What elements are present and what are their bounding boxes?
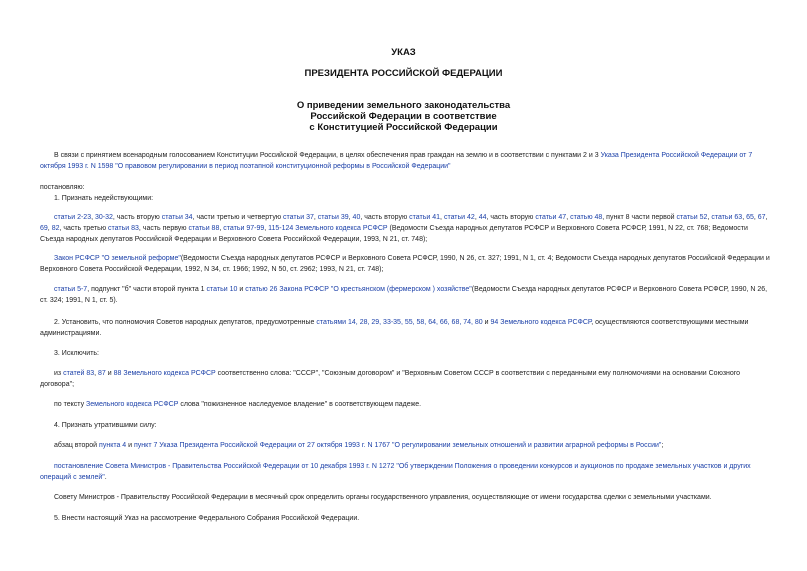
article-link[interactable]: статьи 42 xyxy=(443,214,475,221)
section-5-paragraph: 5. Внести настоящий Указ на рассмотрение Федерального Собрания Российской Федерации. xyxy=(54,515,360,522)
section-4-item-decree: абзац второй пункта 4 и пункт 7 Указа Президента Российской Федерации от 27 октября 1993 г. N 1767 "О регулировании земельных отношений и развитии аграрной реформы в России"; xyxy=(54,442,664,449)
subject-line-3: с Конституцией Российской Федерации xyxy=(309,122,498,133)
section-3-item-text: по тексту Земельного кодекса РСФСР слова "пожизненное наследуемое владение" в соответствующем падеже. xyxy=(54,401,422,408)
farm-law-link[interactable]: статью 26 Закона РСФСР "О крестьянском (фермерском ) хозяйстве" xyxy=(245,286,472,293)
article-link[interactable]: 30-32 xyxy=(94,214,113,221)
article-link[interactable]: статью 48 xyxy=(570,214,603,221)
article-link[interactable]: 82 xyxy=(51,225,60,232)
section-4-heading: 4. Признать утратившими силу: xyxy=(54,422,157,429)
section-4-instruction: Совету Министров - Правительству Российской Федерации в месячный срок определить органы государственного управления, осуществляющие от имени государства сделки с земельными участками. xyxy=(54,494,712,501)
section-1-item-farm-law: статьи 5-7, подпункт "б" части второй пункта 1 статьи 10 и статью 26 Закона РСФСР "О крестьянском (фермерском ) хозяйстве"(Ведомости Съезда народных депутатов РСФСР и Верховного Совета РСФСР, 1990, N 26, ст. 324; 1991, N 1, ст. 5). xyxy=(40,286,768,304)
section-4-item-resolution: постановление Совета Министров - Правительства Российской Федерации от 10 декабря 1993 г. N 1272 "Об утверждении Положения о проведении конкурсов и аукционов по продаже земельных участков и других операций с землей". xyxy=(40,463,751,481)
article-link[interactable]: статьи 88 xyxy=(188,225,220,232)
article-link[interactable]: статьи 5-7 xyxy=(54,286,88,293)
decree-1598-link[interactable]: Указа Президента Российской Федерации от 7 октября 1993 г. N 1598 "О правовом регулировании в период поэтапной конституционной реформы в Российской Федерации" xyxy=(40,152,753,170)
subject-line-2: Российской Федерации в соответствие xyxy=(310,111,497,122)
article-link[interactable]: статей 83 xyxy=(63,370,95,377)
issuer-title: ПРЕЗИДЕНТА РОССИЙСКОЙ ФЕДЕРАЦИИ xyxy=(304,68,503,79)
intro-paragraph: В связи с принятием всенародным голосованием Конституции Российской Федерации, в целях обеспечения прав граждан на землю и в соответствии с пунктами 2 и 3 Указа Президента Российской Федерации от 7 октября 1993 г. N 1598 "О правовом регулировании в период поэтапной конституционной реформы в Российской Федерации" xyxy=(40,152,753,170)
land-code-link[interactable]: 88 Земельного кодекса РСФСР xyxy=(113,370,216,377)
land-reform-law-link[interactable]: Закон РСФСР "О земельной реформе" xyxy=(54,255,181,262)
article-link[interactable]: статьи 34 xyxy=(161,214,193,221)
resolution-1272-link[interactable]: постановление Совета Министров - Правительства Российской Федерации от 10 декабря 1993 г. N 1272 "Об утверждении Положения о проведении конкурсов и аукционов по продаже земельных участков и других операций с землей" xyxy=(40,463,751,481)
article-link[interactable]: статьи 63 xyxy=(711,214,743,221)
article-link[interactable]: статьи 97-99 xyxy=(223,225,265,232)
section-2-paragraph: 2. Установить, что полномочия Советов народных депутатов, предусмотренные статьями 14, 28, 29, 33-35, 55, 58, 64, 66, 68, 74, 80 и 94 Земельного кодекса РСФСР, осуществляются соответствующими местными администрациями. xyxy=(40,319,749,337)
section-1-item-land-reform-law: Закон РСФСР "О земельной реформе"(Ведомости Съезда народных депутатов РСФСР и Верховного Совета РСФСР, 1990, N 26, ст. 327; 1991, N 1, ст. 4; Ведомости Съезда народных депутатов Российской Федерации и Верховного Совета Российской Федерации, 1992, N 34, ст. 1966; 1992, N 50, ст. 2962; 1993, N 21, ст. 748); xyxy=(40,255,770,273)
section-3-item-words: из статей 83, 87 и 88 Земельного кодекса РСФСР соответственно слова: "СССР", "Союзным договором" и "Верховным Советом СССР в соответствии с переданными ему полномочиями на основании Союзного договора"; xyxy=(40,370,741,388)
document-subject xyxy=(0,100,807,133)
land-code-link[interactable]: 115-124 Земельного кодекса РСФСР xyxy=(268,225,388,232)
section-1-heading: 1. Признать недействующими: xyxy=(54,195,154,202)
subject-line-1: О приведении земельного законодательства xyxy=(296,100,511,111)
decree-1767-link[interactable]: пункт 7 Указа Президента Российской Федерации от 27 октября 1993 г. N 1767 "О регулировании земельных отношений и развитии аграрной реформы в России" xyxy=(134,442,662,449)
article-link[interactable]: 65 xyxy=(746,214,754,221)
article-link[interactable]: статьи 39 xyxy=(317,214,349,221)
article-link[interactable]: статьи 41 xyxy=(409,214,441,221)
land-code-link[interactable]: 94 Земельного кодекса РСФСР xyxy=(490,319,592,326)
article-link[interactable]: статьи 37 xyxy=(283,214,314,221)
article-link[interactable]: статьи 52 xyxy=(676,214,708,221)
article-link[interactable]: 44 xyxy=(478,214,487,221)
articles-link[interactable]: статьями 14, 28, 29, 33-35, 55, 58, 64, 66, 68, 74, 80 xyxy=(316,319,483,326)
article-link[interactable]: 40 xyxy=(352,214,361,221)
decree-word: постановляю: xyxy=(40,184,85,191)
article-link[interactable]: 69 xyxy=(40,225,48,232)
point-4-link[interactable]: пункта 4 xyxy=(99,442,127,449)
article-link[interactable]: статьи 10 xyxy=(206,286,238,293)
article-link[interactable]: статьи 2-23 xyxy=(54,214,92,221)
article-link[interactable]: статьи 83 xyxy=(108,225,139,232)
article-link[interactable]: статьи 47 xyxy=(535,214,567,221)
doc-type-title: УКАЗ xyxy=(391,47,416,58)
article-link[interactable]: 87 xyxy=(98,370,106,377)
section-3-heading: 3. Исключить: xyxy=(54,350,99,357)
article-link[interactable]: 67 xyxy=(757,214,766,221)
land-code-link[interactable]: Земельного кодекса РСФСР xyxy=(86,401,179,408)
section-1-item-land-code: статьи 2-23, 30-32, часть вторую статьи 34, части третью и четвертую статьи 37, статьи 39, 40, часть вторую статьи 41, статьи 42, 44, часть вторую статьи 47, статью 48, пункт 8 части первой статьи 52, статьи 63, 65, 67, 69, 82, часть третью статьи 83, часть первую статьи 88, статьи 97-99, 115-124 Земельного кодекса РСФСР (Ведомости Съезда народных депутатов РСФСР и Верховного Совета РСФСР, 1991, N 22, ст. 768; Ведомости Съезда народных депутатов Российской Федерации и Верховного Совета Российской Федерации, 1993, N 21, ст. 748); xyxy=(40,214,768,243)
